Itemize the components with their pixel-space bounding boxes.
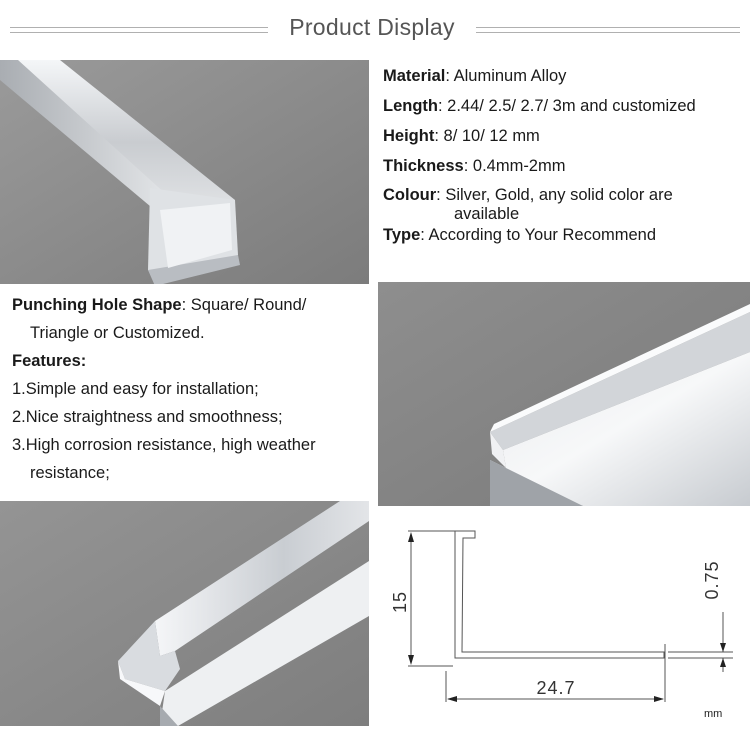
spec-thickness: Thickness: 0.4mm-2mm [383, 157, 566, 175]
unit-label: mm [704, 708, 723, 720]
spec-colour: Colour: Silver, Gold, any solid color are [383, 186, 673, 204]
feature-item-3: 3.High corrosion resistance, high weather [12, 436, 316, 454]
title-bar [0, 0, 750, 60]
width-dimension-label: 24.7 [536, 678, 576, 698]
cross-section-diagram [378, 512, 750, 726]
feature-item-2: 2.Nice straightness and smoothness; [12, 408, 283, 426]
page-title: Product Display [289, 14, 455, 40]
title-divider-left [10, 27, 268, 33]
spec-type: Type: According to Your Recommend [383, 226, 657, 244]
product-photo-right [378, 282, 750, 506]
punching-hole-shape: Punching Hole Shape: Square/ Round/ [12, 296, 307, 314]
features-heading: Features: [12, 352, 87, 370]
product-photo-bottom-left [0, 501, 369, 726]
punching-hole-shape-cont: Triangle or Customized. [30, 324, 205, 342]
height-dimension-label: 15 [390, 590, 410, 614]
spec-material: Material: Aluminum Alloy [383, 67, 567, 85]
feature-item-3-cont: resistance; [30, 464, 110, 482]
spec-height: Height: 8/ 10/ 12 mm [383, 127, 540, 145]
title-divider-right [476, 27, 740, 33]
thickness-dimension-label: 0.75 [702, 560, 722, 600]
feature-item-1: 1.Simple and easy for installation; [12, 380, 259, 398]
spec-colour-cont: available [454, 205, 520, 223]
product-photo-top-left [0, 60, 369, 284]
spec-length: Length: 2.44/ 2.5/ 2.7/ 3m and customized [383, 97, 696, 115]
